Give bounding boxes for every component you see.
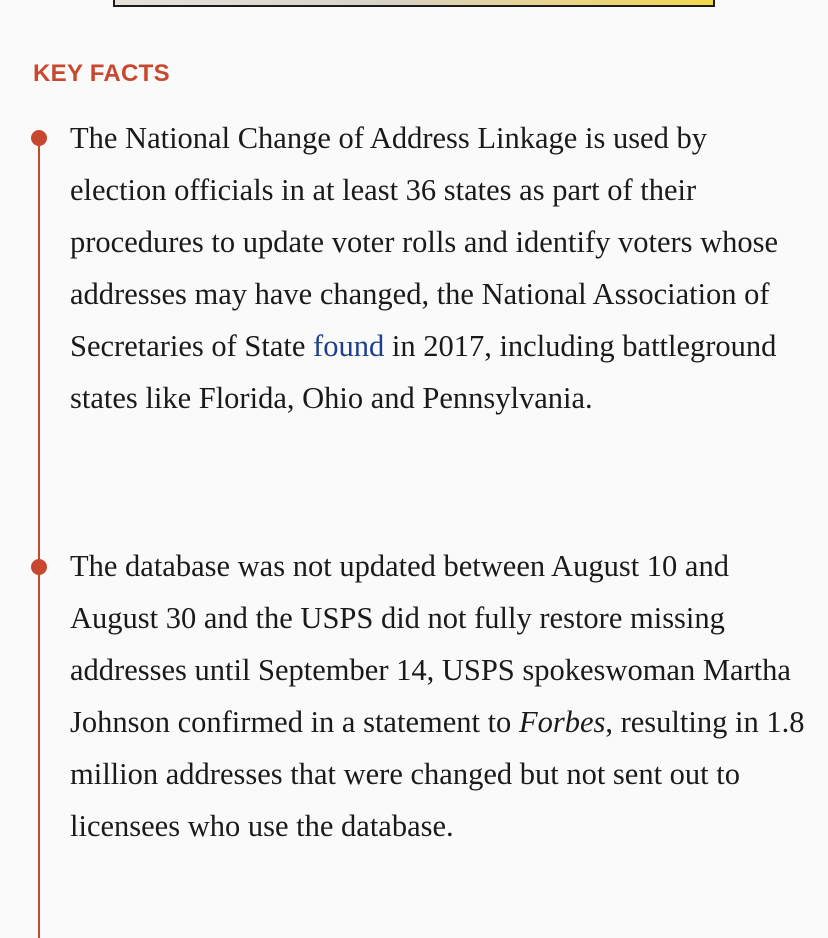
fact-text: in 2017, including battleground states like Florida, Ohio and Pennsylvania. <box>70 329 777 415</box>
key-fact-item <box>70 112 805 424</box>
key-fact-item <box>70 540 805 852</box>
fact-text: The database was not updated between August 10 and August 30 and the USPS did not fully restore missing addresses until September 14, USPS spokeswoman Martha Johnson confirmed in a statement to <box>70 549 791 739</box>
timeline-line <box>38 138 40 938</box>
fact-text: The National Change of Address Linkage is used by election officials in at least 36 states as part of their procedures to update voter rolls and identify voters whose addresses may have changed, the National Association of Secretaries of State <box>70 121 779 363</box>
fact-text: , resulting in 1.8 million addresses that were changed but not sent out to licensees who use the database. <box>70 705 805 843</box>
key-facts-heading: KEY FACTS <box>33 60 170 87</box>
bullet-dot-icon <box>31 130 47 146</box>
publication-name: Forbes <box>518 705 606 739</box>
found-link[interactable]: found <box>313 329 385 363</box>
bullet-dot-icon <box>31 559 47 575</box>
article-image-bottom-edge <box>113 0 715 7</box>
